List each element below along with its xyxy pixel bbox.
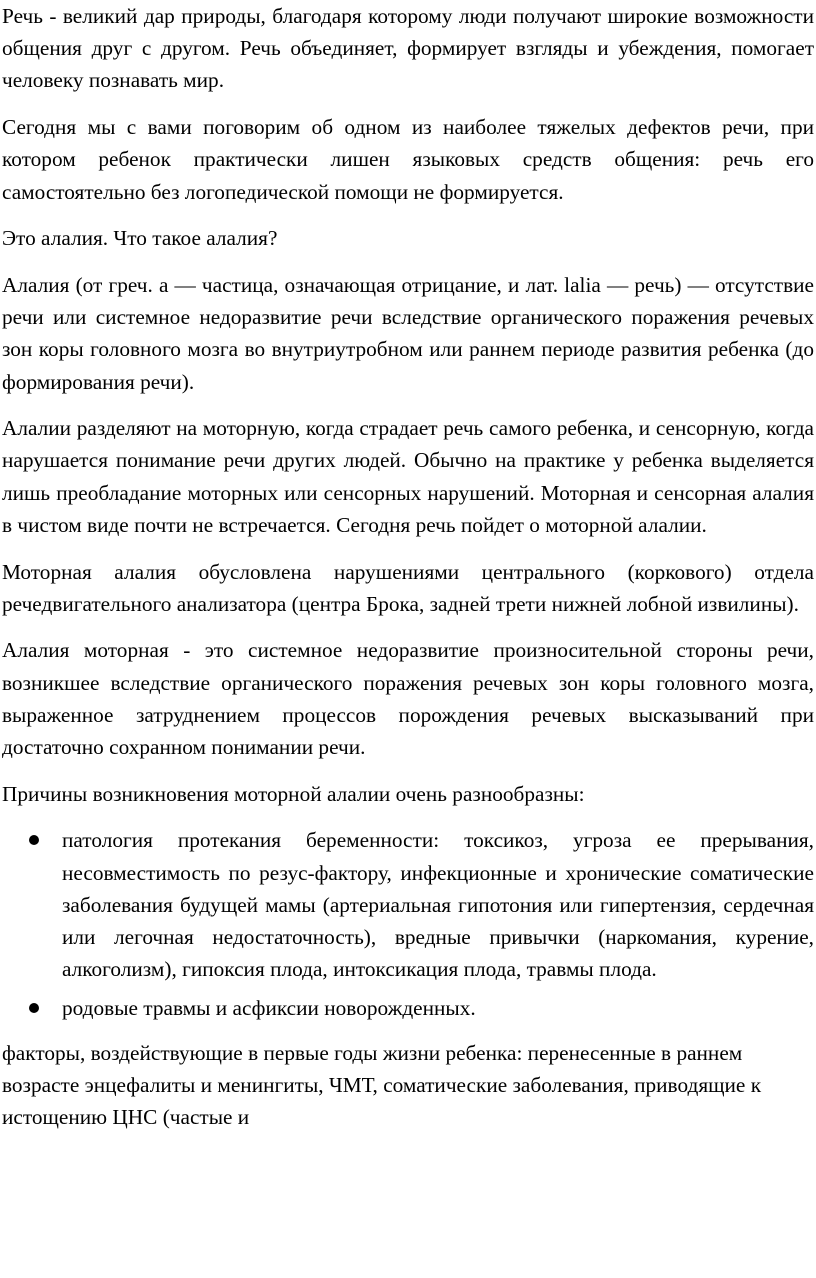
bullet-dot-icon — [29, 1003, 39, 1013]
paragraph-motor-alalia-cause: Моторная алалия обусловлена нарушениями центрального (коркового) отдела речедвигательного анализатора (центра Брока, задней трети нижней лобной извилины). — [2, 559, 814, 616]
paragraph-early-life-factors: факторы, воздействующие в первые годы жизни ребенка: перенесенные в раннем возрасте энцефалиты и менингиты, ЧМТ, соматические заболевания, приводящие к истощению ЦНС (частые и — [2, 1040, 762, 1130]
paragraph-motor-alalia-definition: Алалия моторная - это системное недоразвитие произносительной стороны речи, возникшее вследствие органического поражения речевых зон коры головного мозга, выраженное затруднением процессов порождения речевых высказываний при достаточно сохранном понимании речи. — [2, 638, 814, 760]
paragraph-what-is-alalia: Это алалия. Что такое алалия? — [2, 226, 278, 251]
bullet-text: родовые травмы и асфиксии новорожденных. — [62, 996, 476, 1021]
paragraph-alalia-definition: Алалия (от греч. а — частица, означающая отрицание, и лат. lalia — речь) — отсутствие речи или системное недоразвитие речи вследствие органического поражения речевых зон коры головного мозга во внутриутробном или раннем периоде развития ребенка (до формирования речи). — [2, 272, 814, 394]
paragraph-speech-gift: Речь - великий дар природы, благодаря которому люди получают широкие возможности общения друг с другом. Речь объединяет, формирует взгляды и убеждения, помогает человеку познавать мир. — [2, 4, 814, 93]
paragraph-causes-heading: Причины возникновения моторной алалии очень разнообразны: — [2, 781, 585, 806]
paragraph-topic-intro: Сегодня мы с вами поговорим об одном из наиболее тяжелых дефектов речи, при котором ребенок практически лишен языковых средств общения: речь его самостоятельно без логопедической помощи не формируется. — [2, 115, 814, 204]
causes-bullet-list — [2, 824, 814, 1024]
bullet-text: патология протекания беременности: токсикоз, угроза ее прерывания, несовместимость по резус-фактору, инфекционные и хронические соматические заболевания будущей мамы (артериальная гипотония или гипертензия, сердечная или легочная недостаточность), вредные привычки (наркомания, курение, алкоголизм), гипоксия плода, интоксикация плода, травмы плода. — [62, 828, 814, 982]
paragraph-alalia-types: Алалии разделяют на моторную, когда страдает речь самого ребенка, и сенсорную, когда нарушается понимание речи других людей. Обычно на практике у ребенка выделяется лишь преобладание моторных или сенсорных нарушений. Моторная и сенсорная алалия в чистом виде почти не встречается. Сегодня речь пойдет о моторной алалии. — [2, 416, 814, 537]
list-item — [2, 824, 814, 985]
bullet-dot-icon — [29, 835, 39, 845]
list-item — [2, 992, 814, 1024]
